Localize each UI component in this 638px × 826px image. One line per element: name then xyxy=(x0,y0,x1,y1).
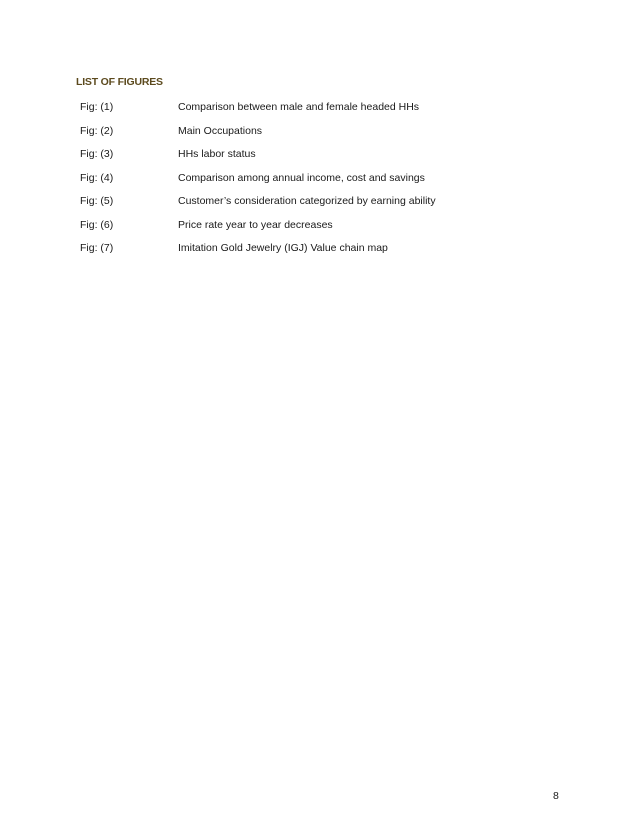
figure-label: Fig: (7) xyxy=(80,242,114,254)
figure-label: Fig: (4) xyxy=(80,171,114,184)
figure-title: Imitation Gold Jewelry (IGJ) Value chain map xyxy=(178,242,388,254)
list-item xyxy=(80,100,436,124)
list-item xyxy=(80,194,436,218)
figure-title: Main Occupations xyxy=(178,124,263,137)
list-of-figures-heading: LIST OF FIGURES xyxy=(76,76,163,88)
figure-label: Fig: (6) xyxy=(80,218,114,231)
list-item xyxy=(80,218,436,242)
figure-title: Comparison between male and female headed HHs xyxy=(178,101,420,113)
figure-label: Fig: (3) xyxy=(80,148,114,160)
figure-label: Fig: (2) xyxy=(80,124,114,137)
list-item xyxy=(80,124,436,148)
figure-label: Fig: (1) xyxy=(80,101,114,113)
figure-title: Comparison among annual income, cost and savings xyxy=(178,171,425,184)
figure-title: HHs labor status xyxy=(178,148,256,160)
figure-list xyxy=(80,100,436,265)
figure-label: Fig: (5) xyxy=(80,195,114,207)
list-item xyxy=(80,241,436,265)
figure-title: Price rate year to year decreases xyxy=(178,218,333,231)
page-number: 8 xyxy=(553,790,559,802)
figure-title: Customer’s consideration categorized by earning ability xyxy=(178,195,436,207)
list-item xyxy=(80,147,436,171)
list-item xyxy=(80,171,436,195)
